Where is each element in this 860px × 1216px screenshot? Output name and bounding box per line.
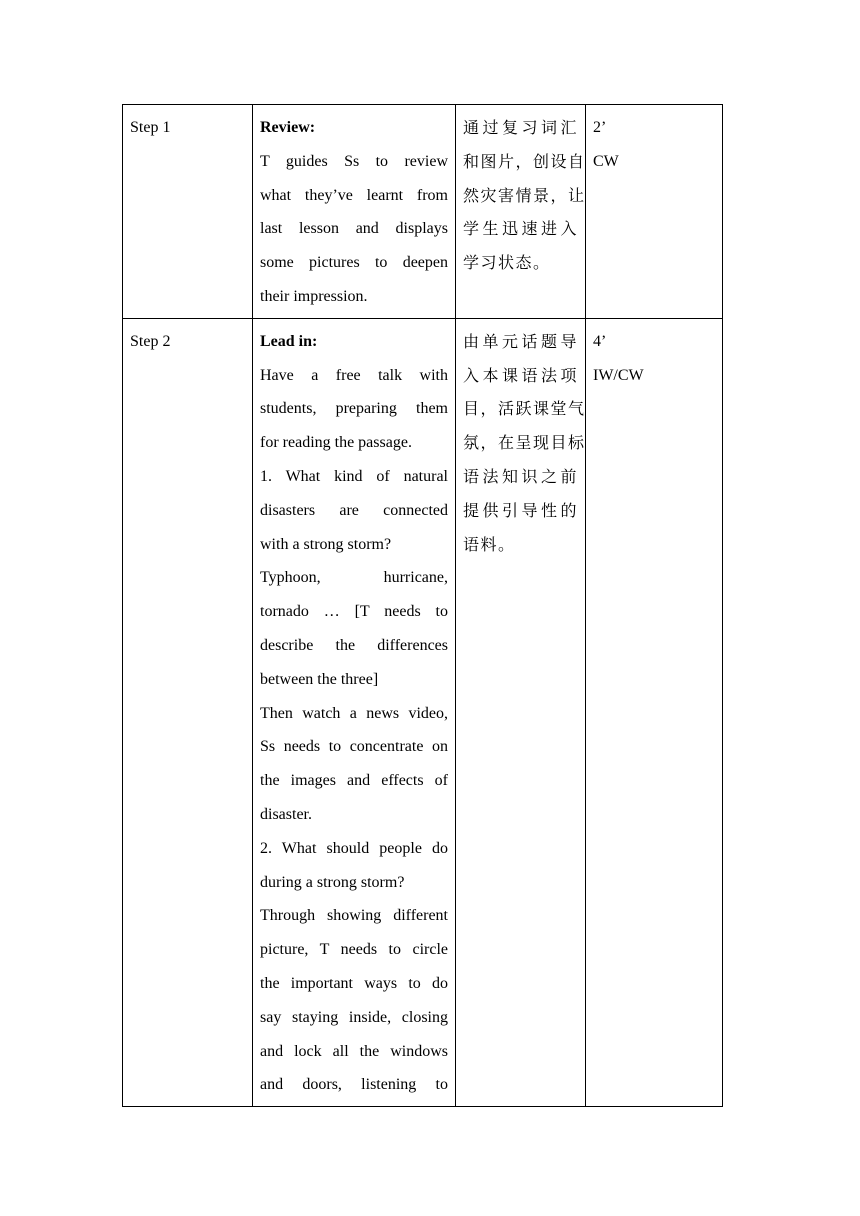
activity-line: disasters are connected (260, 501, 448, 519)
activity-line: Through showing different (260, 907, 448, 925)
activity-cell (253, 105, 456, 319)
activity-cell (253, 318, 456, 1106)
purpose-line: 学生迅速进入 (463, 219, 578, 239)
table-row (123, 318, 723, 1106)
purpose-line: 学习状态。 (463, 253, 551, 273)
activity-heading: Lead in: (260, 332, 318, 350)
time-cell (586, 105, 723, 319)
activity-line: the images and effects of (260, 772, 448, 790)
purpose-line: 语料。 (463, 534, 516, 554)
interaction-mode: IW/CW (593, 366, 644, 384)
step-cell (123, 318, 253, 1106)
activity-line: and lock all the windows (260, 1042, 448, 1060)
purpose-line: 和图片，创设自 (463, 151, 586, 171)
purpose-cell (456, 105, 586, 319)
activity-line: describe the differences (260, 636, 448, 654)
interaction-mode: CW (593, 152, 619, 170)
purpose-cell (456, 318, 586, 1106)
step-cell (123, 105, 253, 319)
activity-line: 2. What should people do (260, 839, 448, 857)
activity-line: some pictures to deepen (260, 254, 448, 272)
activity-line: picture, T needs to circle (260, 941, 448, 959)
activity-line: students, preparing them (260, 400, 448, 418)
activity-line: Typhoon, hurricane, (260, 569, 448, 587)
activity-line: say staying inside, closing (260, 1008, 448, 1026)
activity-line: during a strong storm? (260, 873, 405, 891)
activity-line: what they’ve learnt from (260, 186, 448, 204)
purpose-line: 通过复习词汇 (463, 118, 578, 137)
activity-line: their impression. (260, 287, 368, 305)
activity-line: with a strong storm? (260, 535, 392, 553)
activity-line: disaster. (260, 805, 312, 823)
time-cell (586, 318, 723, 1106)
time-value: 4’ (593, 332, 607, 350)
activity-line: Have a free talk with (260, 366, 448, 384)
lesson-plan-table (122, 104, 723, 1107)
activity-line: T guides Ss to review (260, 152, 448, 170)
time-value: 2’ (593, 119, 607, 136)
purpose-line: 然灾害情景，让 (463, 185, 586, 205)
activity-line: last lesson and displays (260, 220, 448, 238)
purpose-line: 入本课语法项 (463, 365, 578, 385)
purpose-line: 提供引导性的 (463, 500, 578, 520)
activity-line: between the three] (260, 670, 379, 688)
activity-line: Then watch a news video, (260, 704, 448, 722)
purpose-line: 由单元话题导 (463, 331, 578, 351)
purpose-line: 氛，在呈现目标 (463, 433, 586, 453)
activity-line: Ss needs to concentrate on (260, 738, 448, 756)
step-label: Step 1 (130, 119, 171, 136)
purpose-line: 语法知识之前 (463, 466, 578, 486)
activity-line: and doors, listening to (260, 1076, 448, 1094)
activity-line: for reading the passage. (260, 434, 412, 452)
table-row (123, 105, 723, 319)
activity-line: 1. What kind of natural (260, 467, 448, 485)
activity-line: the important ways to do (260, 974, 448, 992)
step-label: Step 2 (130, 332, 171, 350)
activity-line: tornado … [T needs to (260, 603, 448, 621)
activity-heading: Review: (260, 119, 316, 136)
purpose-line: 目，活跃课堂气 (463, 399, 586, 419)
